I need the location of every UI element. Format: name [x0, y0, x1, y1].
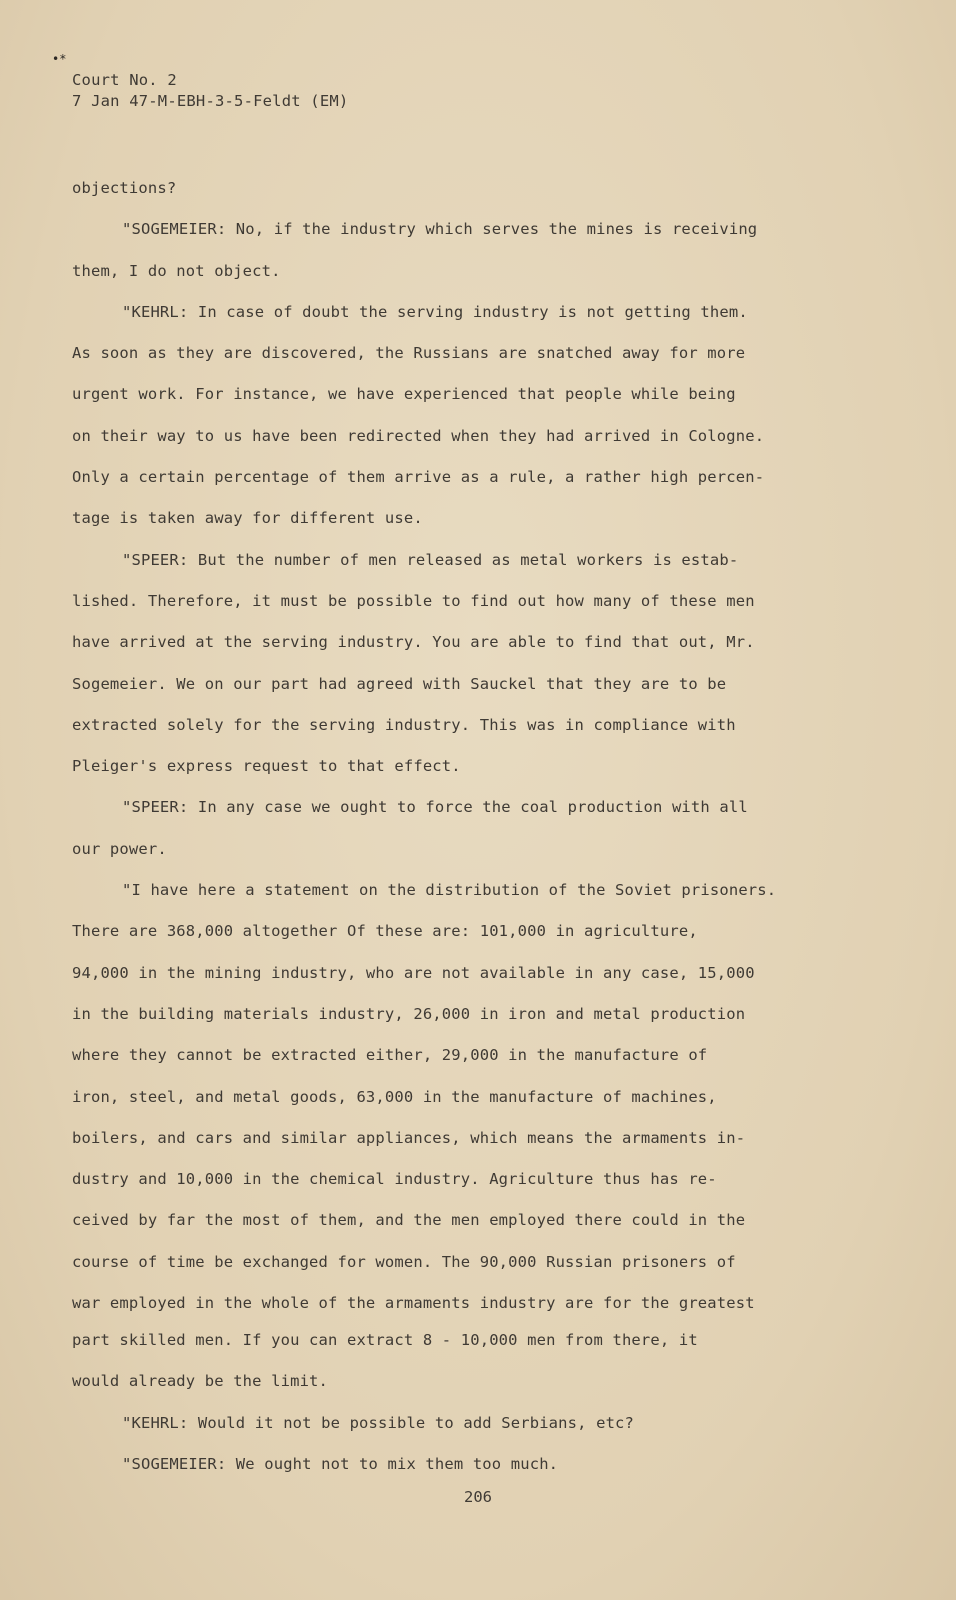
transcript-line: war employed in the whole of the armaments industry are for the greatest [72, 1294, 755, 1313]
transcript-line: "SOGEMEIER: We ought not to mix them too much. [122, 1454, 559, 1473]
transcript-line: There are 368,000 altogether Of these are: 101,000 in agriculture, [72, 922, 698, 941]
transcript-line: course of time be exchanged for women. The 90,000 Russian prisoners of [72, 1252, 736, 1271]
transcript-line: "SPEER: But the number of men released as metal workers is estab- [122, 550, 739, 569]
transcript-line: them, I do not object. [72, 261, 281, 280]
document-header [72, 70, 348, 112]
transcript-line: objections? [72, 179, 177, 197]
transcript-line: "SOGEMEIER: No, if the industry which serves the mines is receiving [122, 220, 758, 239]
transcript-line: Only a certain percentage of them arrive as a rule, a rather high percen- [72, 468, 765, 487]
transcript-line: would already be the limit. [72, 1372, 329, 1391]
transcript-line: on their way to us have been redirected when they had arrived in Cologne. [72, 426, 765, 445]
transcript-line: dustry and 10,000 in the chemical industry. Agriculture thus has re- [72, 1170, 717, 1189]
transcript-line: Pleiger's express request to that effect. [72, 757, 461, 776]
transcript-line: where they cannot be extracted either, 29,000 in the manufacture of [72, 1046, 708, 1065]
transcript-line: tage is taken away for different use. [72, 509, 423, 528]
transcript-line: part skilled men. If you can extract 8 - 10,000 men from there, it [72, 1331, 698, 1350]
transcript-line: our power. [72, 839, 167, 858]
transcript-line: "KEHRL: In case of doubt the serving industry is not getting them. [122, 302, 748, 321]
page-number: 206 [464, 1488, 492, 1506]
transcript-line: "SPEER: In any case we ought to force the coal production with all [122, 798, 748, 817]
transcript-line: lished. Therefore, it must be possible to find out how many of these men [72, 591, 755, 610]
transcript-line: iron, steel, and metal goods, 63,000 in the manufacture of machines, [72, 1087, 717, 1106]
transcript-line: "KEHRL: Would it not be possible to add Serbians, etc? [122, 1413, 635, 1432]
transcript-line: extracted solely for the serving industry. This was in compliance with [72, 715, 736, 734]
transcript-line: Sogemeier. We on our part had agreed with Sauckel that they are to be [72, 674, 727, 693]
transcript-line: ceived by far the most of them, and the men employed there could in the [72, 1211, 746, 1230]
transcript-reference: 7 Jan 47-M-EBH-3-5-Feldt (EM) [72, 92, 349, 110]
transcript-line: 94,000 in the mining industry, who are not available in any case, 15,000 [72, 963, 755, 982]
transcript-line: boilers, and cars and similar appliances, which means the armaments in- [72, 1128, 746, 1147]
corner-mark: •* [52, 52, 67, 66]
transcript-line: "I have here a statement on the distribution of the Soviet prisoners. [122, 881, 777, 900]
transcript-line: As soon as they are discovered, the Russians are snatched away for more [72, 344, 746, 363]
transcript-line: have arrived at the serving industry. You are able to find that out, Mr. [72, 633, 755, 652]
transcript-body [72, 174, 832, 1491]
court-number: Court No. 2 [72, 71, 177, 89]
transcript-line: in the building materials industry, 26,000 in iron and metal production [72, 1004, 746, 1023]
transcript-line: urgent work. For instance, we have experienced that people while being [72, 385, 736, 404]
